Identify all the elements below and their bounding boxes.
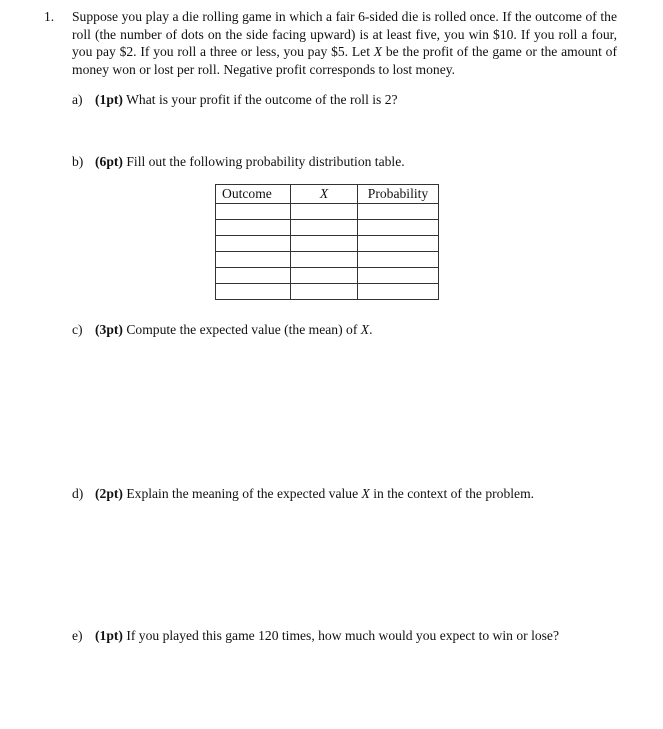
table-cell[interactable] [216,268,291,284]
part-d-points: (2pt) [95,486,123,501]
header-outcome: Outcome [216,185,291,204]
part-a-points: (1pt) [95,92,123,107]
table-cell[interactable] [291,252,358,268]
question-number: 1. [44,9,55,24]
part-e-points: (1pt) [95,628,123,643]
table-cell[interactable] [358,204,439,220]
table-cell[interactable] [358,268,439,284]
table-cell[interactable] [216,220,291,236]
part-d [72,485,534,502]
part-e [72,627,559,644]
question-text-end: be the profit of the game or the amount of money won or lost per roll. Negative profit corresponds to lost money. [72,44,617,77]
part-c-letter: c) [72,322,83,337]
part-c [72,321,372,338]
table-cell[interactable] [216,236,291,252]
table-row [216,252,439,268]
part-c-points: (3pt) [95,322,123,337]
part-d-text-end: in the context of the problem. [369,486,535,501]
table-row [216,220,439,236]
question-text [72,8,617,78]
table-cell[interactable] [358,236,439,252]
part-b-letter: b) [72,154,84,169]
table-cell[interactable] [291,268,358,284]
part-e-letter: e) [72,628,83,643]
part-e-text: If you played this game 120 times, how much would you expect to win or lose? [122,628,560,643]
table-cell[interactable] [358,220,439,236]
table-cell[interactable] [216,284,291,300]
part-b-text: Fill out the following probability distribution table. [122,154,405,169]
part-c-text: Compute the expected value (the mean) of [122,322,361,337]
part-c-text-end: . [369,322,373,337]
part-a-letter: a) [72,92,83,107]
table-cell[interactable] [291,284,358,300]
part-d-text: Explain the meaning of the expected value [122,486,362,501]
header-probability: Probability [358,185,439,204]
part-b [72,153,405,170]
table-cell[interactable] [291,204,358,220]
table-cell[interactable] [358,284,439,300]
table-row [216,204,439,220]
table-cell[interactable] [291,236,358,252]
question-text-start: Suppose you play a die rolling game in which a fair 6-sided die is rolled once. If the outcome of the roll (the number of dots on the side facing upward) is at least five, you win $10. If you roll a four, you pay $2. If you roll a three or less, you pay $5. Let [72,9,617,59]
table-cell[interactable] [216,252,291,268]
part-d-letter: d) [72,486,84,501]
probability-table [215,184,439,300]
part-b-points: (6pt) [95,154,123,169]
part-a-text: What is your profit if the outcome of the roll is 2? [122,92,398,107]
table-cell[interactable] [291,220,358,236]
part-a [72,91,398,108]
part-c-variable: X [360,322,370,337]
table-cell[interactable] [358,252,439,268]
table-header-row [216,185,439,204]
question-variable: X [373,44,383,59]
table-row [216,268,439,284]
part-d-variable: X [361,486,370,501]
table-cell[interactable] [216,204,291,220]
table-row [216,284,439,300]
header-x: X [291,185,358,204]
table-row [216,236,439,252]
